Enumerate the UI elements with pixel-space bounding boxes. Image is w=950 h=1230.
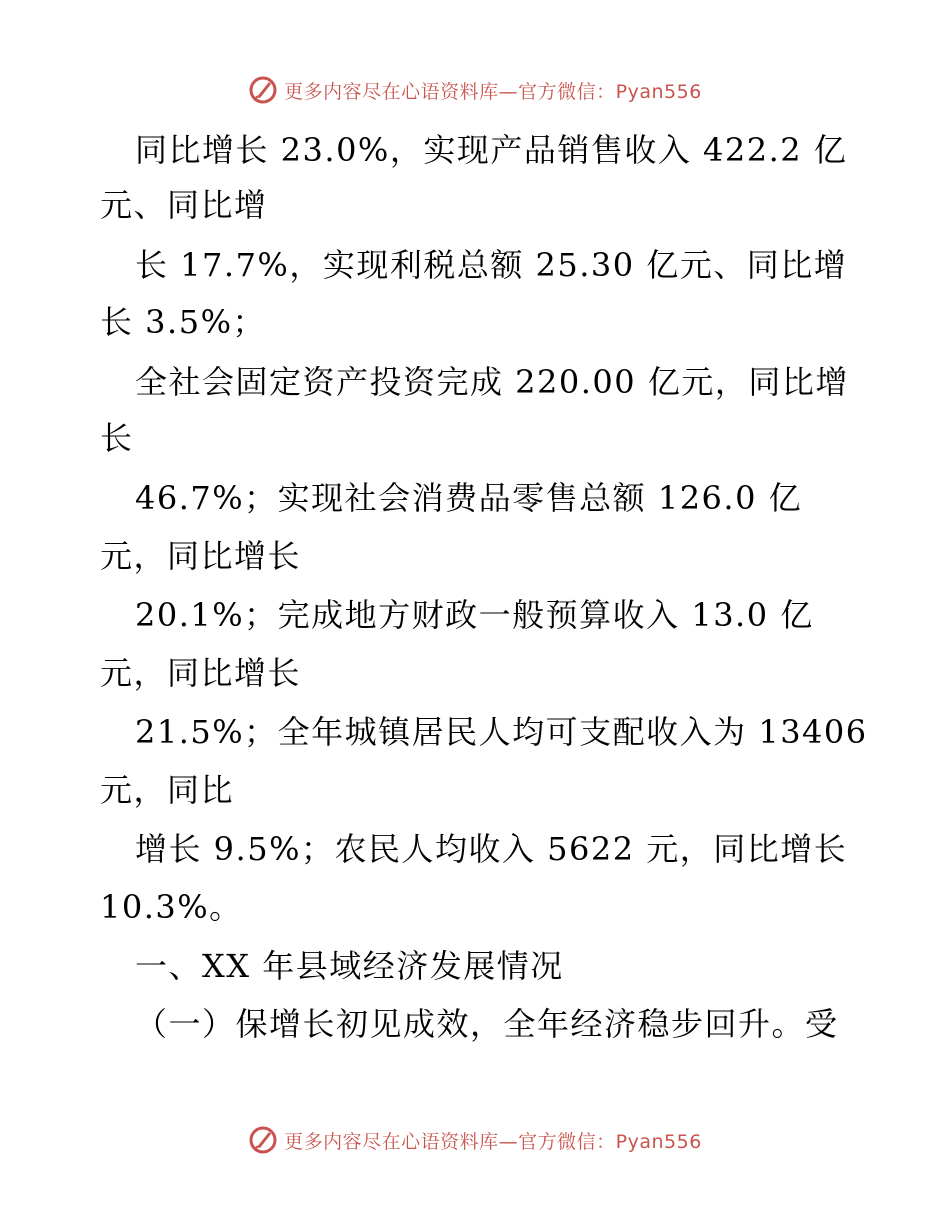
quill-logo-icon (248, 75, 278, 105)
body-line: 20.1%；完成地方财政一般预算收入 13.0 亿 (135, 596, 814, 634)
body-line: 21.5%；全年城镇居民人均可支配收入为 13406 (135, 713, 868, 751)
body-line: 元，同比 (100, 771, 235, 809)
body-line: 长 (100, 419, 134, 457)
body-line: 长 17.7%，实现利税总额 25.30 亿元、同比增 (135, 246, 848, 284)
quill-logo-icon (248, 1125, 278, 1155)
watermark-text: 更多内容尽在心语资料库—官方微信：Pyan556 (284, 1130, 702, 1153)
body-line: 元，同比增长 (100, 654, 302, 692)
header-watermark (0, 70, 950, 110)
body-line: 46.7%；实现社会消费品零售总额 126.0 亿 (135, 479, 803, 517)
body-line: 全社会固定资产投资完成 220.00 亿元，同比增 (135, 363, 849, 401)
section-heading: 一、XX 年县域经济发展情况 (135, 947, 564, 985)
body-line: （一）保增长初见成效，全年经济稳步回升。受 (135, 1005, 839, 1043)
body-line: 长 3.5%； (100, 303, 266, 341)
body-line: 元、同比增 (100, 186, 268, 224)
body-line: 10.3%。 (100, 888, 243, 926)
body-line: 元，同比增长 (100, 537, 302, 575)
watermark-text: 更多内容尽在心语资料库—官方微信：Pyan556 (284, 80, 702, 103)
body-line: 增长 9.5%；农民人均收入 5622 元，同比增长 (135, 830, 848, 868)
footer-watermark (0, 1120, 950, 1160)
body-line: 同比增长 23.0%，实现产品销售收入 422.2 亿 (135, 131, 848, 169)
